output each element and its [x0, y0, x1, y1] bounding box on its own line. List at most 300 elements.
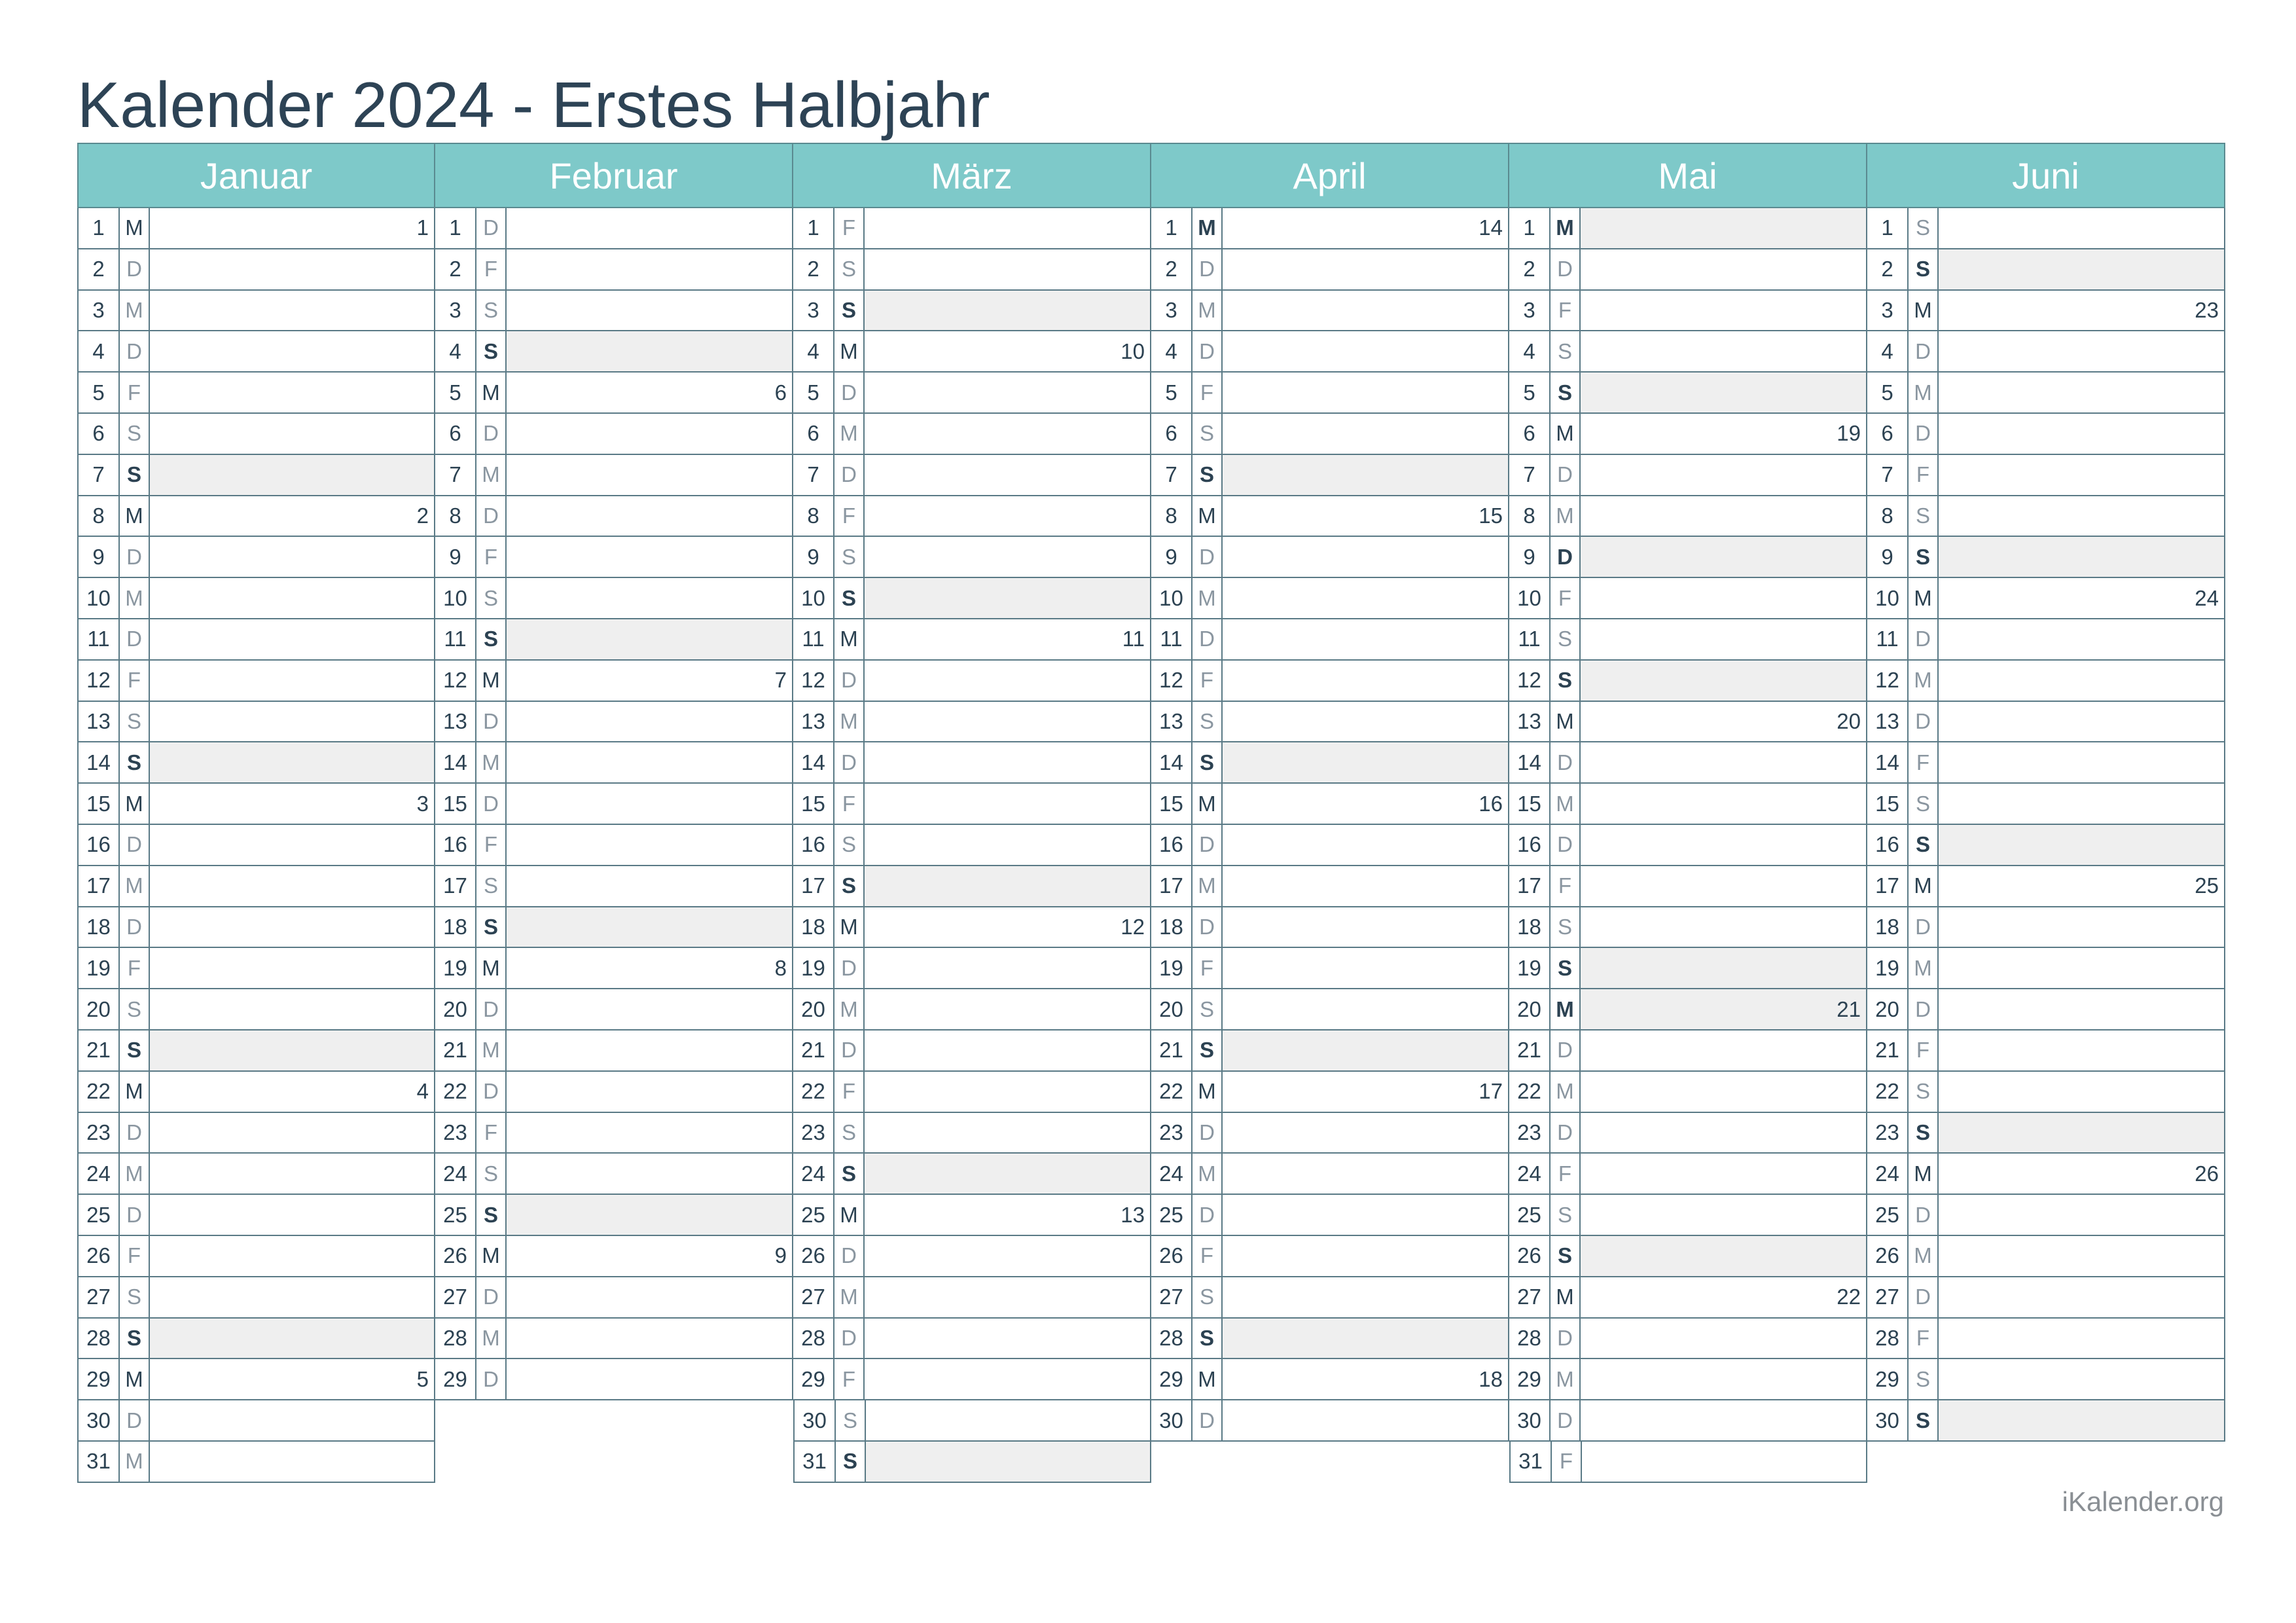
- day-row[interactable]: [1867, 496, 2225, 538]
- day-row[interactable]: [793, 866, 1151, 907]
- day-row[interactable]: [77, 1400, 435, 1442]
- day-number: 24: [1151, 1154, 1193, 1194]
- day-row[interactable]: [793, 1236, 1151, 1277]
- day-row[interactable]: [77, 331, 435, 373]
- day-number: 11: [435, 619, 476, 659]
- day-row[interactable]: [77, 907, 435, 949]
- day-row[interactable]: [435, 373, 793, 414]
- day-row[interactable]: [1509, 948, 1867, 989]
- week-number: [1939, 1359, 2224, 1399]
- weekday-letter: M: [1551, 208, 1581, 248]
- weekday-letter: D: [1551, 537, 1581, 577]
- day-row[interactable]: [1867, 249, 2225, 291]
- day-row[interactable]: [793, 1113, 1151, 1154]
- week-number: [865, 1072, 1150, 1112]
- day-row[interactable]: [1151, 496, 1509, 538]
- day-row[interactable]: [435, 1113, 793, 1154]
- day-row[interactable]: [1867, 1236, 2225, 1277]
- weekday-letter: D: [1909, 331, 1939, 371]
- day-row[interactable]: [1509, 866, 1867, 907]
- day-row[interactable]: [77, 1072, 435, 1113]
- week-number: [1939, 825, 2224, 865]
- day-row[interactable]: [793, 1154, 1151, 1195]
- day-row[interactable]: [793, 373, 1151, 414]
- week-number: [1939, 1400, 2224, 1440]
- day-row[interactable]: [1151, 742, 1509, 784]
- week-number: [507, 1030, 792, 1070]
- day-number: 23: [793, 1113, 834, 1153]
- day-row[interactable]: [77, 742, 435, 784]
- day-row[interactable]: [1509, 619, 1867, 661]
- day-row[interactable]: [1867, 619, 2225, 661]
- day-number: 26: [1151, 1236, 1193, 1276]
- day-row[interactable]: [77, 702, 435, 743]
- day-row[interactable]: [1867, 1359, 2225, 1400]
- day-row[interactable]: [1509, 455, 1867, 496]
- day-number: 20: [1867, 989, 1909, 1029]
- day-row[interactable]: [1509, 291, 1867, 332]
- weekday-letter: D: [1909, 619, 1939, 659]
- month-column: [793, 143, 1151, 1483]
- day-row[interactable]: [1867, 291, 2225, 332]
- day-row[interactable]: [1509, 1072, 1867, 1113]
- weekday-letter: D: [1551, 1113, 1581, 1153]
- day-row[interactable]: [1509, 1236, 1867, 1277]
- week-number: [1223, 1277, 1508, 1317]
- day-row[interactable]: [1867, 866, 2225, 907]
- day-row[interactable]: [1151, 578, 1509, 619]
- weekday-letter: F: [1909, 742, 1939, 782]
- day-row[interactable]: [1151, 866, 1509, 907]
- day-row[interactable]: [1509, 661, 1867, 702]
- day-row[interactable]: [435, 866, 793, 907]
- day-row[interactable]: [1509, 331, 1867, 373]
- day-row[interactable]: [77, 537, 435, 578]
- day-row[interactable]: [435, 578, 793, 619]
- day-number: 14: [1509, 742, 1551, 782]
- day-row[interactable]: [1867, 578, 2225, 619]
- day-row[interactable]: [1509, 1442, 1867, 1483]
- weekday-letter: M: [476, 661, 507, 701]
- day-row[interactable]: [435, 989, 793, 1030]
- day-number: 15: [1151, 784, 1193, 824]
- day-row[interactable]: [793, 331, 1151, 373]
- day-number: 27: [1151, 1277, 1193, 1317]
- day-row[interactable]: [793, 1442, 1151, 1483]
- day-row[interactable]: [793, 1319, 1151, 1360]
- day-row[interactable]: [1151, 1319, 1509, 1360]
- weekday-letter: S: [1193, 1030, 1223, 1070]
- day-row[interactable]: [793, 1359, 1151, 1400]
- day-row[interactable]: [793, 578, 1151, 619]
- day-row[interactable]: [77, 661, 435, 702]
- day-number: 18: [1509, 907, 1551, 947]
- day-row[interactable]: [435, 414, 793, 455]
- day-row[interactable]: [793, 414, 1151, 455]
- day-row[interactable]: [77, 1319, 435, 1360]
- weekday-letter: D: [1909, 989, 1939, 1029]
- week-number: 22: [1837, 1285, 1861, 1309]
- week-number: [1581, 578, 1866, 618]
- day-row[interactable]: [1509, 1195, 1867, 1236]
- day-row[interactable]: [1867, 1030, 2225, 1072]
- day-row[interactable]: [1151, 1113, 1509, 1154]
- day-row[interactable]: [1867, 208, 2225, 249]
- week-number: [507, 1359, 792, 1399]
- day-number: 10: [793, 578, 834, 618]
- weekday-letter: F: [1551, 866, 1581, 906]
- day-row[interactable]: [1867, 1154, 2225, 1195]
- week-number: [1939, 989, 2224, 1029]
- day-row[interactable]: [1151, 249, 1509, 291]
- weekday-letter: S: [120, 1030, 150, 1070]
- day-row[interactable]: [793, 619, 1151, 661]
- day-row[interactable]: [1151, 1030, 1509, 1072]
- day-row[interactable]: [1867, 414, 2225, 455]
- day-number: 20: [793, 989, 834, 1029]
- day-row[interactable]: [1151, 907, 1509, 949]
- weekday-letter: S: [1551, 1236, 1581, 1276]
- day-row[interactable]: [793, 784, 1151, 825]
- day-row[interactable]: [1509, 989, 1867, 1030]
- weekday-letter: D: [476, 702, 507, 742]
- day-row[interactable]: [435, 1030, 793, 1072]
- weekday-letter: D: [476, 1072, 507, 1112]
- day-row[interactable]: [1509, 1113, 1867, 1154]
- day-row[interactable]: [1151, 373, 1509, 414]
- week-number: [1939, 373, 2224, 412]
- day-row[interactable]: [1867, 331, 2225, 373]
- weekday-letter: D: [834, 742, 865, 782]
- week-number: [150, 291, 434, 331]
- day-row[interactable]: [77, 1195, 435, 1236]
- day-row[interactable]: [1867, 537, 2225, 578]
- weekday-letter: S: [834, 291, 865, 331]
- day-number: 28: [435, 1319, 476, 1359]
- day-number: 19: [1867, 948, 1909, 988]
- day-number: 9: [1151, 537, 1193, 577]
- month-column: [1151, 143, 1509, 1483]
- week-number: [150, 414, 434, 454]
- weekday-letter: M: [120, 291, 150, 331]
- day-row[interactable]: [1151, 455, 1509, 496]
- day-row[interactable]: [1509, 373, 1867, 414]
- day-row[interactable]: [1509, 208, 1867, 249]
- day-number: 23: [435, 1113, 476, 1153]
- day-row[interactable]: [793, 208, 1151, 249]
- day-row[interactable]: [793, 702, 1151, 743]
- day-number: 14: [1867, 742, 1909, 782]
- day-row[interactable]: [1509, 1030, 1867, 1072]
- day-row[interactable]: [1509, 537, 1867, 578]
- day-row[interactable]: [1509, 1400, 1867, 1442]
- weekday-letter: M: [120, 866, 150, 906]
- day-row[interactable]: [77, 208, 435, 249]
- day-row[interactable]: [1151, 619, 1509, 661]
- day-row[interactable]: [1867, 784, 2225, 825]
- day-row[interactable]: [1151, 784, 1509, 825]
- day-row[interactable]: [793, 948, 1151, 989]
- day-number: 27: [79, 1277, 120, 1317]
- day-row[interactable]: [77, 1442, 435, 1483]
- day-row[interactable]: [1151, 825, 1509, 866]
- month-header: Januar: [77, 143, 435, 208]
- day-number: 22: [1867, 1072, 1909, 1112]
- day-row[interactable]: [435, 1195, 793, 1236]
- day-row[interactable]: [1867, 1400, 2225, 1442]
- day-row[interactable]: [435, 1236, 793, 1277]
- day-row[interactable]: [793, 496, 1151, 538]
- day-row[interactable]: [793, 249, 1151, 291]
- day-row[interactable]: [1509, 1319, 1867, 1360]
- day-row[interactable]: [1151, 537, 1509, 578]
- weekday-letter: D: [120, 619, 150, 659]
- day-row[interactable]: [1509, 249, 1867, 291]
- day-row[interactable]: [435, 1359, 793, 1400]
- day-row[interactable]: [435, 249, 793, 291]
- day-row[interactable]: [1151, 661, 1509, 702]
- day-row[interactable]: [77, 784, 435, 825]
- day-number: 28: [1509, 1319, 1551, 1359]
- week-number: [866, 1400, 1150, 1440]
- day-row[interactable]: [793, 825, 1151, 866]
- day-number: 26: [435, 1236, 476, 1276]
- day-row[interactable]: [435, 825, 793, 866]
- day-row[interactable]: [1151, 331, 1509, 373]
- day-row[interactable]: [435, 661, 793, 702]
- weekday-letter: S: [1551, 331, 1581, 371]
- day-row[interactable]: [435, 702, 793, 743]
- day-row[interactable]: [1867, 1072, 2225, 1113]
- weekday-letter: M: [834, 1277, 865, 1317]
- day-row[interactable]: [1867, 661, 2225, 702]
- day-row[interactable]: [793, 1072, 1151, 1113]
- day-number: 1: [1509, 208, 1551, 248]
- day-number: 6: [79, 414, 120, 454]
- day-row[interactable]: [1151, 1277, 1509, 1319]
- week-number: [1223, 414, 1508, 454]
- day-number: 6: [793, 414, 834, 454]
- day-number: 5: [1151, 373, 1193, 412]
- day-number: 30: [795, 1400, 836, 1440]
- weekday-letter: M: [476, 1030, 507, 1070]
- day-number: 17: [793, 866, 834, 906]
- day-row[interactable]: [77, 1154, 435, 1195]
- day-row[interactable]: [77, 825, 435, 866]
- day-number: 27: [1867, 1277, 1909, 1317]
- day-row[interactable]: [77, 1359, 435, 1400]
- day-number: 8: [1867, 496, 1909, 536]
- day-row[interactable]: [793, 291, 1151, 332]
- day-number: 14: [1151, 742, 1193, 782]
- day-row[interactable]: [77, 866, 435, 907]
- day-row[interactable]: [77, 989, 435, 1030]
- weekday-letter: S: [1909, 537, 1939, 577]
- week-number: 2: [416, 503, 429, 528]
- day-row[interactable]: [1151, 1236, 1509, 1277]
- day-row[interactable]: [1867, 948, 2225, 989]
- week-number: 5: [416, 1366, 429, 1391]
- day-row[interactable]: [1867, 1277, 2225, 1319]
- week-number: [1581, 208, 1866, 248]
- day-row[interactable]: [435, 907, 793, 949]
- day-row[interactable]: [1509, 784, 1867, 825]
- day-row[interactable]: [793, 1030, 1151, 1072]
- day-row[interactable]: [1151, 989, 1509, 1030]
- week-number: [150, 373, 434, 412]
- day-row[interactable]: [435, 619, 793, 661]
- day-row[interactable]: [1151, 1359, 1509, 1400]
- day-number: 20: [1509, 989, 1551, 1029]
- day-row[interactable]: [1867, 1113, 2225, 1154]
- week-number: [1223, 1195, 1508, 1235]
- day-row[interactable]: [1509, 578, 1867, 619]
- day-row[interactable]: [435, 455, 793, 496]
- day-row[interactable]: [77, 414, 435, 455]
- day-number: 11: [1509, 619, 1551, 659]
- day-row[interactable]: [1509, 414, 1867, 455]
- day-number: 2: [793, 249, 834, 289]
- day-row[interactable]: [1151, 1072, 1509, 1113]
- day-row[interactable]: [435, 537, 793, 578]
- day-row[interactable]: [1509, 742, 1867, 784]
- day-row[interactable]: [1151, 414, 1509, 455]
- day-row[interactable]: [1151, 291, 1509, 332]
- day-number: 16: [1867, 825, 1909, 865]
- day-number: 23: [1151, 1113, 1193, 1153]
- day-row[interactable]: [793, 989, 1151, 1030]
- day-row[interactable]: [77, 373, 435, 414]
- day-row[interactable]: [77, 291, 435, 332]
- week-number: 24: [2195, 585, 2219, 610]
- day-row[interactable]: [77, 1277, 435, 1319]
- week-number: [1223, 661, 1508, 701]
- day-row[interactable]: [1867, 1195, 2225, 1236]
- day-row[interactable]: [793, 742, 1151, 784]
- day-row[interactable]: [1509, 907, 1867, 949]
- weekday-letter: M: [834, 1195, 865, 1235]
- week-number: [150, 249, 434, 289]
- day-row[interactable]: [435, 331, 793, 373]
- day-number: 16: [1509, 825, 1551, 865]
- day-row[interactable]: [1867, 455, 2225, 496]
- weekday-letter: F: [1551, 1154, 1581, 1194]
- weekday-letter: D: [1551, 742, 1581, 782]
- day-row[interactable]: [77, 1113, 435, 1154]
- day-row[interactable]: [1151, 702, 1509, 743]
- day-row[interactable]: [435, 742, 793, 784]
- week-number: [150, 1442, 434, 1482]
- week-number: [1223, 1113, 1508, 1153]
- day-row[interactable]: [77, 948, 435, 989]
- day-row[interactable]: [1509, 825, 1867, 866]
- day-number: 27: [793, 1277, 834, 1317]
- week-number: [1581, 619, 1866, 659]
- day-number: 16: [435, 825, 476, 865]
- day-row[interactable]: [77, 1236, 435, 1277]
- day-row[interactable]: [435, 948, 793, 989]
- day-row[interactable]: [1151, 1154, 1509, 1195]
- weekday-letter: S: [1909, 1359, 1939, 1399]
- day-row[interactable]: [435, 1072, 793, 1113]
- day-row[interactable]: [435, 1319, 793, 1360]
- week-number: [507, 784, 792, 824]
- day-row[interactable]: [1867, 702, 2225, 743]
- week-number: [1223, 373, 1508, 412]
- day-row[interactable]: [793, 661, 1151, 702]
- day-row[interactable]: [77, 249, 435, 291]
- day-row[interactable]: [435, 496, 793, 538]
- week-number: [1939, 742, 2224, 782]
- day-number: 27: [435, 1277, 476, 1317]
- day-row[interactable]: [435, 1154, 793, 1195]
- day-row[interactable]: [1867, 825, 2225, 866]
- weekday-letter: M: [120, 1442, 150, 1482]
- day-row[interactable]: [1509, 496, 1867, 538]
- weekday-letter: D: [120, 1400, 150, 1440]
- day-row[interactable]: [1867, 1319, 2225, 1360]
- day-row[interactable]: [1867, 907, 2225, 949]
- day-row[interactable]: [1509, 1277, 1867, 1319]
- day-number: 23: [1509, 1113, 1551, 1153]
- day-number: 4: [793, 331, 834, 371]
- month-column: [77, 143, 435, 1483]
- week-number: [865, 208, 1150, 248]
- day-row[interactable]: [1151, 1195, 1509, 1236]
- week-number: [1581, 1319, 1866, 1359]
- weekday-letter: S: [1909, 1072, 1939, 1112]
- day-row[interactable]: [793, 1195, 1151, 1236]
- day-row[interactable]: [77, 1030, 435, 1072]
- weekday-letter: F: [834, 1072, 865, 1112]
- week-number: [1581, 331, 1866, 371]
- weekday-letter: S: [1193, 989, 1223, 1029]
- day-row[interactable]: [1509, 702, 1867, 743]
- day-row[interactable]: [793, 455, 1151, 496]
- weekday-letter: F: [1909, 1319, 1939, 1359]
- day-row[interactable]: [1867, 989, 2225, 1030]
- week-number: 8: [774, 955, 787, 980]
- day-row[interactable]: [793, 1277, 1151, 1319]
- day-row[interactable]: [77, 578, 435, 619]
- day-row[interactable]: [1509, 1359, 1867, 1400]
- day-row[interactable]: [77, 496, 435, 538]
- day-row[interactable]: [793, 1400, 1151, 1442]
- day-row[interactable]: [1867, 373, 2225, 414]
- day-row[interactable]: [1151, 208, 1509, 249]
- day-row[interactable]: [1151, 1400, 1509, 1442]
- week-number: [1939, 331, 2224, 371]
- weekday-letter: D: [120, 907, 150, 947]
- week-number: [507, 331, 792, 371]
- week-number: [150, 1154, 434, 1194]
- day-row[interactable]: [1509, 1154, 1867, 1195]
- day-row[interactable]: [435, 291, 793, 332]
- day-number: 11: [793, 619, 834, 659]
- day-row[interactable]: [435, 208, 793, 249]
- day-number: 24: [435, 1154, 476, 1194]
- day-number: 5: [435, 373, 476, 412]
- day-row[interactable]: [1151, 948, 1509, 989]
- day-row[interactable]: [1867, 742, 2225, 784]
- week-number: [507, 496, 792, 536]
- day-row[interactable]: [435, 784, 793, 825]
- day-row[interactable]: [793, 537, 1151, 578]
- day-row[interactable]: [77, 455, 435, 496]
- day-row[interactable]: [435, 1277, 793, 1319]
- day-row[interactable]: [793, 907, 1151, 949]
- day-row[interactable]: [77, 619, 435, 661]
